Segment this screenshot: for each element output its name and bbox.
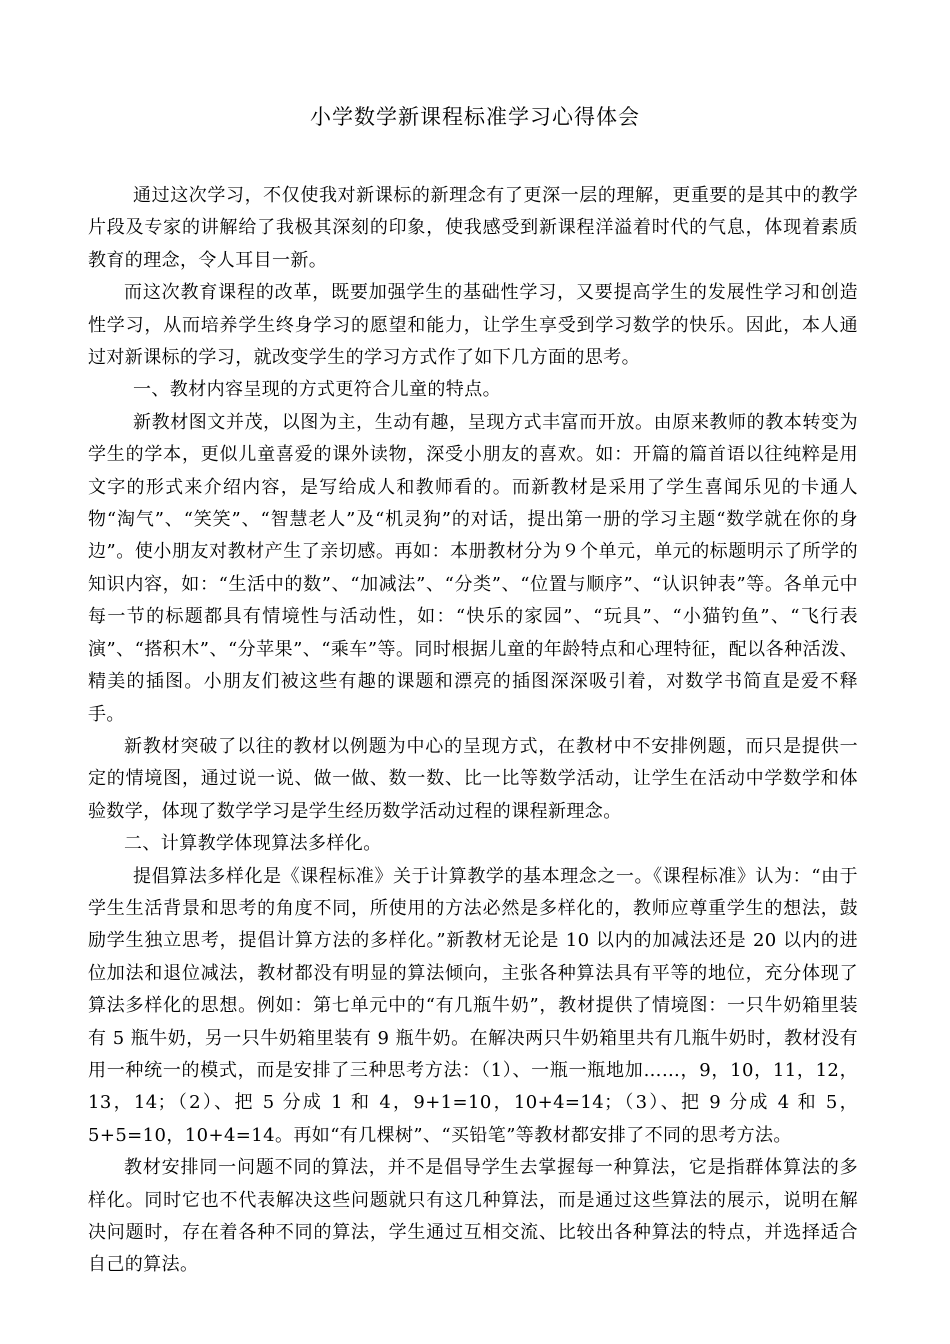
document-body [88, 180, 858, 1282]
section-heading-2: 二、计算教学体现算法多样化。 [124, 833, 382, 855]
paragraph-breakthrough: 新教材突破了以往的教材以例题为中心的呈现方式，在教材中不安排例题，而只是提供一定的情境图，通过说一说、做一做、数一数、比一比等数学活动，让学生在活动中学数学和体验数学，体现了数学学习是学生经历数学活动过程的课程新理念。 [88, 735, 858, 822]
document-title: 小学数学新课程标准学习心得体会 [310, 105, 640, 129]
paragraph-conclusion: 教材安排同一问题不同的算法，并不是倡导学生去掌握每一种算法，它是指群体算法的多样化。同时它也不代表解决这些问题就只有这几种算法，而是通过这些算法的展示，说明在解决问题时，存在着各种不同的算法，学生通过互相交流、比较出各种算法的特点，并选择适合自己的算法。 [88, 1157, 858, 1276]
paragraph-textbook: 新教材图文并茂，以图为主，生动有趣，呈现方式丰富而开放。由原来教师的教本转变为学生的学本，更似儿童喜爱的课外读物，深受小朋友的喜欢。如：开篇的篇首语以往纯粹是用文字的形式来介绍内容，是写给成人和教师看的。而新教材是采用了学生喜闻乐见的卡通人物“淘气”、“笑笑”、“智慧老人”及“机灵狗”的对话，提出第一册的学习主题“数学就在你的身边”。使小朋友对教材产生了亲切感。再如：本册教材分为９个单元，单元的标题明示了所学的知识内容，如：“生活中的数”、“加减法”、“分类”、“位置与顺序”、“认识钟表”等。各单元中每一节的标题都具有情境性与活动性，如：“快乐的家园”、“玩具”、“小猫钓鱼”、“飞行表演”、“搭积木”、“分苹果”、“乘车”等。同时根据儿童的年龄特点和心理特征，配以各种活泼、精美的插图。小朋友们被这些有趣的课题和漂亮的插图深深吸引着，对数学书简直是爱不释手。 [88, 411, 858, 725]
paragraph-intro: 通过这次学习，不仅使我对新课标的新理念有了更深一层的理解，更重要的是其中的教学片段及专家的讲解给了我极其深刻的印象，使我感受到新课程洋溢着时代的气息，体现着素质教育的理念，令人耳目一新。 [88, 185, 858, 271]
paragraph-algorithm: 提倡算法多样化是《课程标准》关于计算教学的基本理念之一。《课程标准》认为：“由于学生生活背景和思考的角度不同，所使用的方法必然是多样化的，教师应尊重学生的想法，鼓励学生独立思考，提倡计算方法的多样化。”新教材无论是 10 以内的加减法还是 20 以内的进位加法和退位减法，教材都没有明显的算法倾向，主张各种算法具有平等的地位，充分体现了算法多样化的思想。例如：第七单元中的“有几瓶牛奶”，教材提供了情境图：一只牛奶箱里装有 5 瓶牛奶，另一只牛奶箱里装有 9 瓶牛奶。在解决两只牛奶箱里共有几瓶牛奶时，教材没有用一种统一的模式，而是安排了三种思考方法：（1）、一瓶一瓶地加……，9，10，11，12，13，14；（2）、把 5 分成 1 和 4，9+1=10，10+4=14；（3）、把 9 分成 4 和 5，5+5=10，10+4=14。再如“有几棵树”、“买铅笔”等教材都安排了不同的思考方法。 [88, 865, 858, 1146]
paragraph-reform: 而这次教育课程的改革，既要加强学生的基础性学习，又要提高学生的发展性学习和创造性学习，从而培养学生终身学习的愿望和能力，让学生享受到学习数学的快乐。因此，本人通过对新课标的学习，就改变学生的学习方式作了如下几方面的思考。 [88, 282, 858, 369]
section-heading-1: 一、教材内容呈现的方式更符合儿童的特点。 [133, 379, 501, 401]
